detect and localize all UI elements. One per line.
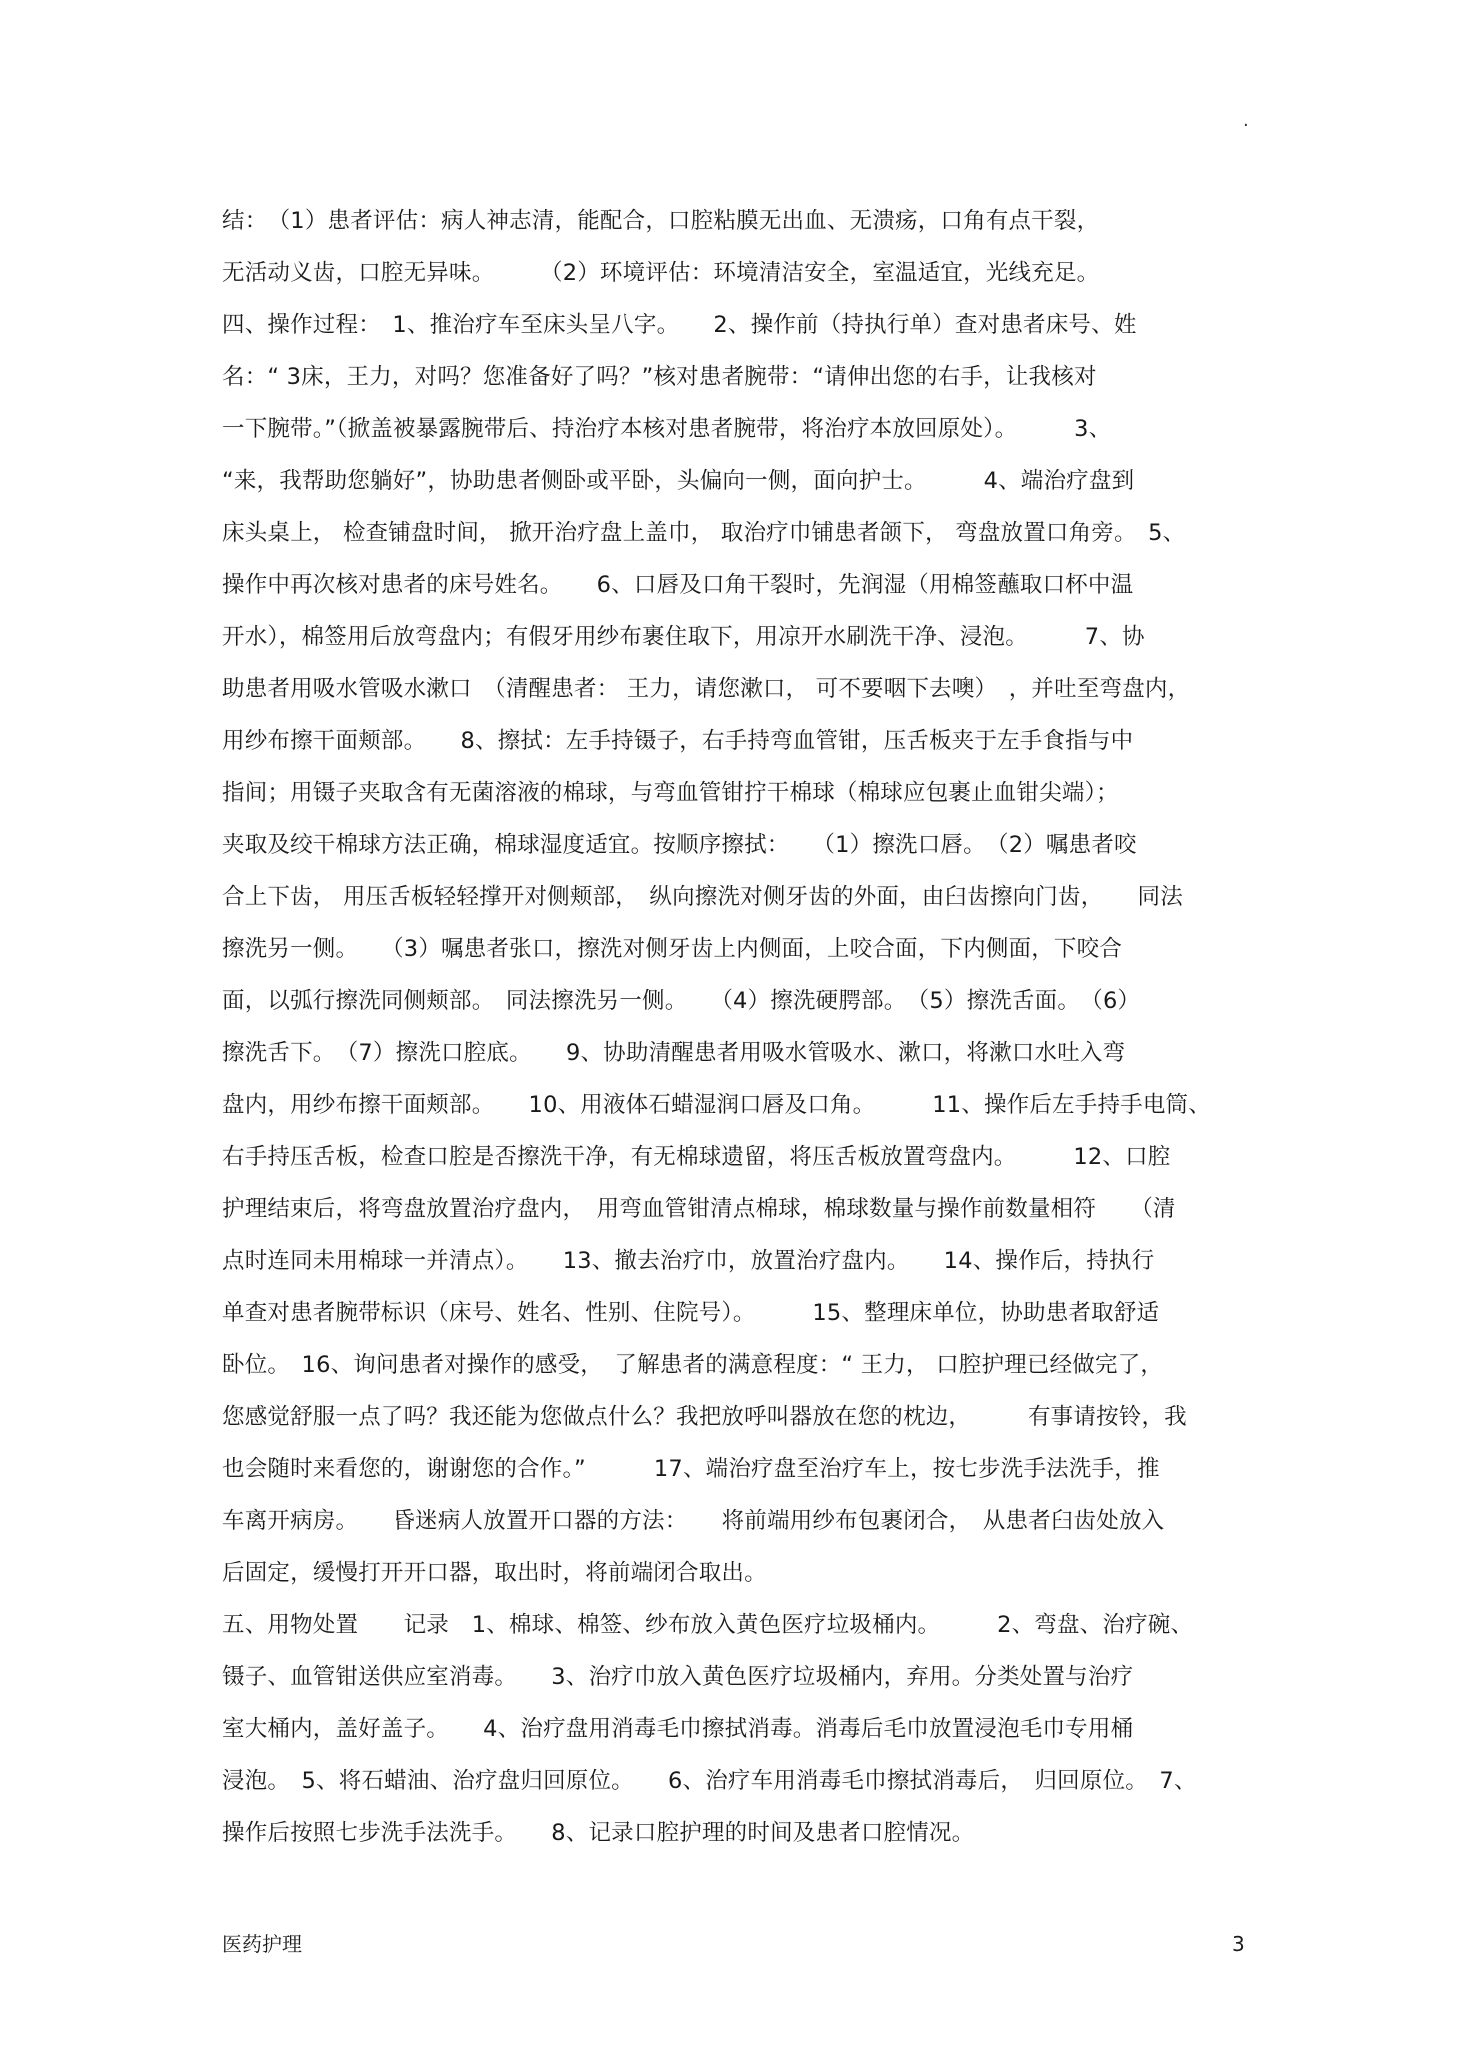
text-line: 车离开病房。 昏迷病人放置开口器的方法： 将前端用纱布包裹闭合， 从患者臼齿处放入 — [222, 1508, 1165, 1534]
text-line: 您感觉舒服一点了吗？我还能为您做点什么？我把放呼叫器放在您的枕边， 有事请按铃，我 — [222, 1404, 1187, 1430]
text-line: 用纱布擦干面颊部。 8、擦拭：左手持镊子，右手持弯血管钳，压舌板夹于左手食指与中 — [222, 728, 1134, 754]
text-line: 镊子、血管钳送供应室消毒。 3、治疗巾放入黄色医疗垃圾桶内，弃用。分类处置与治疗 — [222, 1664, 1134, 1690]
footer-title: 医药护理 — [222, 1932, 302, 1956]
text-line: 床头桌上， 检查铺盘时间， 掀开治疗盘上盖巾， 取治疗巾铺患者颌下， 弯盘放置口角旁。 5、 — [222, 520, 1186, 546]
text-line: 助患者用吸水管吸水漱口 （清醒患者： 王力，请您漱口， 可不要咽下去噢） ，并吐至弯盘内， — [222, 676, 1191, 702]
text-line: 盘内，用纱布擦干面颊部。 10、用液体石蜡湿润口唇及口角。 11、操作后左手持手电筒、 — [222, 1092, 1211, 1118]
text-line: 面，以弧行擦洗同侧颊部。 同法擦洗另一侧。 （4）擦洗硬腭部。 （5）擦洗舌面。 （6） — [222, 988, 1141, 1014]
text-line: 指间；用镊子夹取含有无菌溶液的棉球，与弯血管钳拧干棉球（棉球应包裹止血钳尖端）； — [222, 780, 1119, 806]
text-line: 一下腕带。”（掀盖被暴露腕带后、持治疗本核对患者腕带，将治疗本放回原处）。 3、 — [222, 416, 1112, 442]
text-line: “来，我帮助您躺好”，协助患者侧卧或平卧，头偏向一侧，面向护士。 4、端治疗盘到 — [222, 468, 1135, 494]
body-text — [222, 195, 1252, 1859]
text-line: 开水），棉签用后放弯盘内；有假牙用纱布裹住取下，用凉开水刷洗干净、浸泡。 7、协 — [222, 624, 1145, 650]
text-line: 单查对患者腕带标识（床号、姓名、性别、住院号）。 15、整理床单位，协助患者取舒适 — [222, 1300, 1160, 1326]
text-line: 操作中再次核对患者的床号姓名。 6、口唇及口角干裂时，先润湿（用棉签蘸取口杯中温 — [222, 572, 1134, 598]
text-line: 合上下齿， 用压舌板轻轻撑开对侧颊部， 纵向擦洗对侧牙齿的外面，由臼齿擦向门齿， 同法 — [222, 884, 1183, 910]
text-line: 右手持压舌板，检查口腔是否擦洗干净，有无棉球遗留，将压舌板放置弯盘内。 12、口腔 — [222, 1144, 1171, 1170]
text-line: 四、操作过程： 1、推治疗车至床头呈八字。 2、操作前（持执行单）查对患者床号、姓 — [222, 312, 1137, 338]
text-line: 夹取及绞干棉球方法正确，棉球湿度适宜。按顺序擦拭： （1）擦洗口唇。 （2）嘱患者咬 — [222, 832, 1137, 858]
text-line: 浸泡。 5、将石蜡油、治疗盘归回原位。 6、治疗车用消毒毛巾擦拭消毒后， 归回原位。 7、 — [222, 1768, 1197, 1794]
text-line: 擦洗另一侧。 （3）嘱患者张口，擦洗对侧牙齿上内侧面，上咬合面，下内侧面，下咬合 — [222, 936, 1123, 962]
text-line: 后固定，缓慢打开开口器，取出时，将前端闭合取出。 — [222, 1560, 767, 1586]
text-line: 操作后按照七步洗手法洗手。 8、记录口腔护理的时间及患者口腔情况。 — [222, 1820, 975, 1846]
text-line: 名：“ 3床，王力，对吗？您准备好了吗？”核对患者腕带：“请伸出您的右手，让我核对 — [222, 364, 1097, 390]
text-line: 擦洗舌下。 （7）擦洗口腔底。 9、协助清醒患者用吸水管吸水、漱口，将漱口水吐入弯 — [222, 1040, 1126, 1066]
corner-mark: . — [1243, 110, 1249, 131]
text-line: 卧位。 16、询问患者对操作的感受， 了解患者的满意程度：“ 王力， 口腔护理已经做完了， — [222, 1352, 1164, 1378]
text-line: 护理结束后，将弯盘放置治疗盘内， 用弯血管钳清点棉球，棉球数量与操作前数量相符 （清 — [222, 1196, 1176, 1222]
text-line: 室大桶内，盖好盖子。 4、治疗盘用消毒毛巾擦拭消毒。消毒后毛巾放置浸泡毛巾专用桶 — [222, 1716, 1134, 1742]
text-line: 也会随时来看您的，谢谢您的合作。” 17、端治疗盘至治疗车上，按七步洗手法洗手，推 — [222, 1456, 1160, 1482]
text-line: 点时连同未用棉球一并清点）。 13、撤去治疗巾，放置治疗盘内。 14、操作后，持执行 — [222, 1248, 1155, 1274]
text-line: 无活动义齿，口腔无异味。 （2）环境评估：环境清洁安全，室温适宜，光线充足。 — [222, 260, 1100, 286]
text-line: 结： （1）患者评估：病人神志清，能配合，口腔粘膜无出血、无溃疡，口角有点干裂， — [222, 208, 1100, 234]
text-line: 五、用物处置 记录 1、棉球、棉签、纱布放入黄色医疗垃圾桶内。 2、弯盘、治疗碗、 — [222, 1612, 1194, 1638]
page-number: 3 — [1232, 1932, 1245, 1956]
